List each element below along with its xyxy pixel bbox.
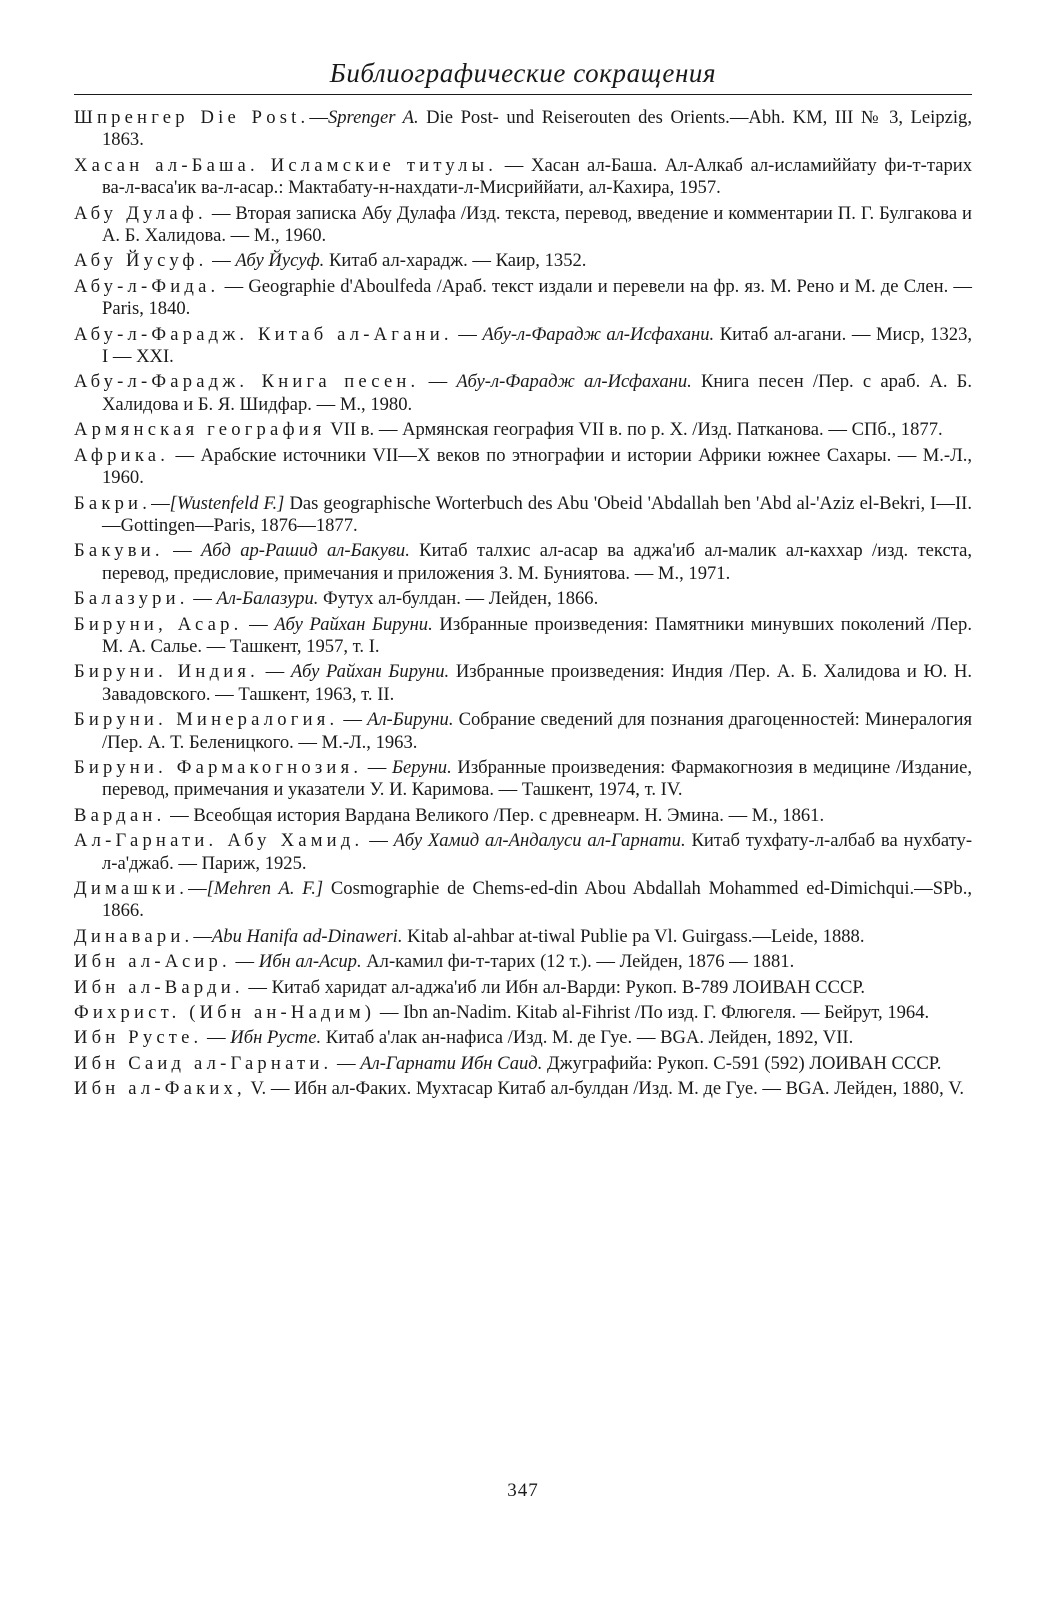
entry-separator: — [165, 804, 194, 826]
entry-separator: — [332, 1052, 361, 1074]
entry-text: Избранные произведения: Индия /Пер. А. Б. Халидова и Ю. Н. Завадовского. — Ташкент, 1963, т. II. [102, 661, 973, 705]
entry-heading: Динавари. [74, 925, 194, 947]
running-head: Библиографические сокращения [74, 52, 972, 95]
entry-text: Футух ал-булдан. — Лейден, 1866. [318, 588, 599, 610]
entry-author: [Mehren A. F.] [206, 878, 324, 899]
entry-text: Джуграфийа: Рукоп. С-591 (592) ЛОИВАН СССР. [542, 1052, 942, 1074]
entry-text: Das geographische Worterbuch des Abu 'Obeid 'Abdallah ben 'Abd al-'Aziz el-Bekri, I—II.—Gottingen—Paris, 1876—1877. [102, 492, 973, 536]
entry-separator: — [188, 878, 207, 899]
entry-author: Абу Райхан Бируни. [274, 613, 433, 635]
entry-text: Китаб а'лак ан-нафиса /Изд. М. де Гуе. — BGA. Лейден, 1892, VII. [321, 1027, 854, 1049]
entry-text: Книга песен /Пер. с араб. А. Б. Халидова и Б. Я. Шидфар. — М., 1980. [102, 371, 973, 415]
entry-heading: Балазури. [74, 588, 189, 610]
entry-text: VII в. — Армянская география VII в. по р. Х. /Изд. Патканова. — СПб., 1877. [330, 419, 943, 441]
entry-heading: Абу Йусуф. [74, 250, 208, 272]
entry-separator: — [362, 756, 393, 778]
entry-heading: Ибн Русте. [74, 1027, 203, 1049]
bibliography-entry [74, 926, 972, 948]
entry-author: Ибн Русте. [230, 1027, 322, 1049]
entry-heading: Абу-л-Фида. [74, 275, 220, 297]
entry-author: [Wustenfeld F.] [169, 492, 285, 514]
entry-author: Абу-л-Фарадж ал-Исфахани. [456, 371, 692, 393]
entry-author: Ал-Гарнати Ибн Саид. [360, 1052, 543, 1074]
entry-text: Kitab al-ahbar at-tiwal Publie pa Vl. Guirgass.—Leide, 1888. [402, 925, 865, 947]
entry-text: Китаб ал-харадж. — Каир, 1352. [324, 250, 587, 272]
entry-heading: Абу Дулаф. [74, 202, 207, 224]
entry-separator: — [363, 830, 394, 852]
entry-author: Абу Хамид ал-Андалуси ал-Гарнати. [393, 830, 686, 852]
page-number: 347 [507, 1480, 539, 1501]
entry-separator: — [202, 1027, 231, 1049]
entry-heading: Ибн ал-Факих, [74, 1078, 246, 1100]
entry-text: Ал-камил фи-т-тарих (12 т.). — Лейден, 1876 — 1881. [361, 951, 795, 973]
bibliography-entry [74, 203, 972, 248]
bibliography-list [74, 107, 972, 1101]
entry-text: Китаб талхис ал-асар ва аджа'иб ал-малик ал-каххар /изд. текста, перевод, предисловие, примечания и приложения З. М. Буниятова. — М., 1971. [102, 540, 972, 584]
bibliography-entry [74, 709, 972, 754]
bibliography-entry [74, 757, 972, 802]
entry-text: Избранные произведения: Фармакогнозия в медицине /Издание, перевод, примечания и указатели У. И. Каримова. — Ташкент, 1974, т. IV. [102, 756, 972, 801]
entry-author: Abu Hanifa ad-Dinaweri. [211, 925, 403, 947]
entry-text: Geographie d'Aboulfeda /Араб. текст издали и перевели на фр. яз. М. Рено и М. де Слен. — Paris, 1840. [102, 275, 972, 320]
entry-heading: Абу-л-Фарадж. Китаб ал-Агани. [74, 323, 453, 345]
entry-heading: Бируни. Фармакогнозия. [74, 756, 363, 778]
entry-heading: Африка. [74, 444, 170, 466]
entry-heading: Армянская география [74, 419, 326, 441]
entry-heading: Ибн ал-Варди. [74, 976, 244, 998]
entry-separator: — [309, 107, 328, 128]
bibliography-entry [74, 493, 972, 538]
entry-heading: Бируни. Минералогия. [74, 709, 339, 731]
bibliography-entry [74, 540, 972, 585]
bibliography-entry [74, 1078, 972, 1100]
entry-separator: — [258, 661, 291, 683]
entry-author: Абд ар-Рашид ал-Бакуви. [201, 540, 410, 562]
entry-author: Ал-Балазури. [216, 588, 319, 610]
entry-heading: Бируни. Индия. [74, 661, 259, 683]
entry-text: Ibn an-Nadim. Kitab al-Fihrist /По изд. Г. Флюгеля. — Бейрут, 1964. [403, 1002, 930, 1024]
entry-text: Cosmographie de Chems-ed-din Abou Abdallah Mohammed ed-Dimichqui.—SPb., 1866. [102, 878, 972, 922]
entry-author: Абу Райхан Бируни. [290, 661, 450, 683]
entry-author: Абу Йусуф. [235, 250, 325, 272]
entry-author: Sprenger A. [327, 107, 419, 128]
bibliography-entry [74, 324, 972, 369]
entry-separator: — [497, 154, 532, 176]
entry-heading: Абу-л-Фарадж. Книга песен. [74, 371, 420, 393]
bibliography-entry [74, 276, 972, 321]
entry-text: V. — Ибн ал-Факих. Мухтасар Китаб ал-булдан /Изд. М. де Гуе. — BGA. Лейден, 1880, V. [250, 1078, 965, 1100]
entry-text: Собрание сведений для познания драгоценностей: Минералогия /Пер. А. Т. Беленицкого. — М.-Л., 1963. [102, 709, 972, 753]
entry-text: Die Post- und Reiserouten des Orients.—Abh. KM, III № 3, Leipzig, 1863. [102, 107, 972, 151]
entry-heading: Бируни, Асар. [74, 613, 243, 635]
entry-text: Всеобщая история Вардана Великого /Пер. с древнеарм. Н. Эмина. — М., 1861. [193, 804, 825, 826]
entry-separator: — [375, 1002, 404, 1024]
entry-separator: — [243, 976, 272, 998]
bibliography-entry [74, 614, 972, 659]
bibliography-entry [74, 1027, 972, 1049]
bibliography-entry [74, 878, 972, 923]
entry-heading: Хасан ал-Баша. Исламские титулы. [74, 154, 498, 176]
entry-separator: — [219, 275, 249, 297]
entry-heading: Бакри. [74, 492, 152, 514]
entry-text: Арабские источники VII—X веков по этнографии и истории Африки южнее Сахары. — М.-Л., 1960. [102, 444, 972, 489]
bibliography-entry [74, 1002, 972, 1024]
entry-separator: — [206, 202, 236, 224]
bibliography-entry [74, 419, 972, 441]
entry-heading: Димашки. [74, 878, 189, 899]
entry-heading: Ибн Саид ал-Гарнати. [74, 1052, 333, 1074]
bibliography-entry [74, 588, 972, 610]
bibliography-entry [74, 155, 972, 200]
entry-heading: Бакуви. [74, 540, 164, 562]
bibliography-entry [74, 1053, 972, 1075]
entry-separator: — [338, 709, 368, 731]
entry-text: Избранные произведения: Памятники минувших поколений /Пер. М. А. Салье. — Ташкент, 1957, т. I. [102, 613, 972, 657]
bibliography-entry [74, 107, 972, 152]
entry-heading: Ал-Гарнати. Абу Хамид. [74, 830, 364, 852]
entry-separator: — [163, 540, 202, 562]
entry-separator: — [188, 588, 217, 610]
entry-separator: — [193, 925, 212, 947]
entry-separator: — [242, 613, 275, 635]
entry-separator: — [207, 250, 236, 272]
entry-separator: — [230, 951, 259, 973]
entry-author: Ал-Бируни. [367, 709, 454, 731]
entry-heading: Вардан. [74, 804, 166, 826]
bibliography-entry [74, 830, 972, 875]
entry-text: Китаб ал-агани. — Миср, 1323, I — XXI. [102, 323, 973, 368]
entry-text: Хасан ал-Баша. Ал-Алкаб ал-исламиййату фи-т-тарих ва-л-васа'ик ва-л-асар.: Мактабату-н-нахдати-л-Мисриййати, ал-Кахира, 1957. [102, 154, 972, 199]
entry-author: Абу-л-Фарадж ал-Исфахани. [482, 323, 715, 345]
bibliography-entry [74, 977, 972, 999]
entry-text: Китаб харидат ал-аджа'иб ли Ибн ал-Варди: Рукоп. В-789 ЛОИВАН СССР. [271, 976, 866, 998]
entry-separator: — [419, 371, 457, 393]
entry-heading: Ибн ал-Асир. [74, 951, 231, 973]
bibliography-entry [74, 951, 972, 973]
entry-separator: — [169, 444, 201, 466]
entry-author: Ибн ал-Асир. [258, 951, 362, 973]
entry-separator: — [452, 323, 483, 345]
entry-separator: — [151, 492, 170, 514]
bibliography-entry [74, 371, 972, 416]
book-page [74, 52, 972, 1592]
bibliography-entry [74, 445, 972, 490]
entry-text: Вторая записка Абу Дулафа /Изд. текста, перевод, введение и комментарии П. Г. Булгакова и А. Б. Халидова. — М., 1960. [102, 202, 972, 247]
entry-text: Китаб тухфату-л-албаб ва нухбату-л-а'джаб. — Париж, 1925. [102, 830, 973, 874]
bibliography-entry [74, 661, 972, 706]
entry-heading: Фихрист. (Ибн ан-Надим) [74, 1002, 376, 1024]
entry-heading: Шпренгер Die Post. [74, 107, 310, 128]
bibliography-entry [74, 250, 972, 272]
entry-author: Беруни. [392, 756, 452, 778]
bibliography-entry [74, 805, 972, 827]
